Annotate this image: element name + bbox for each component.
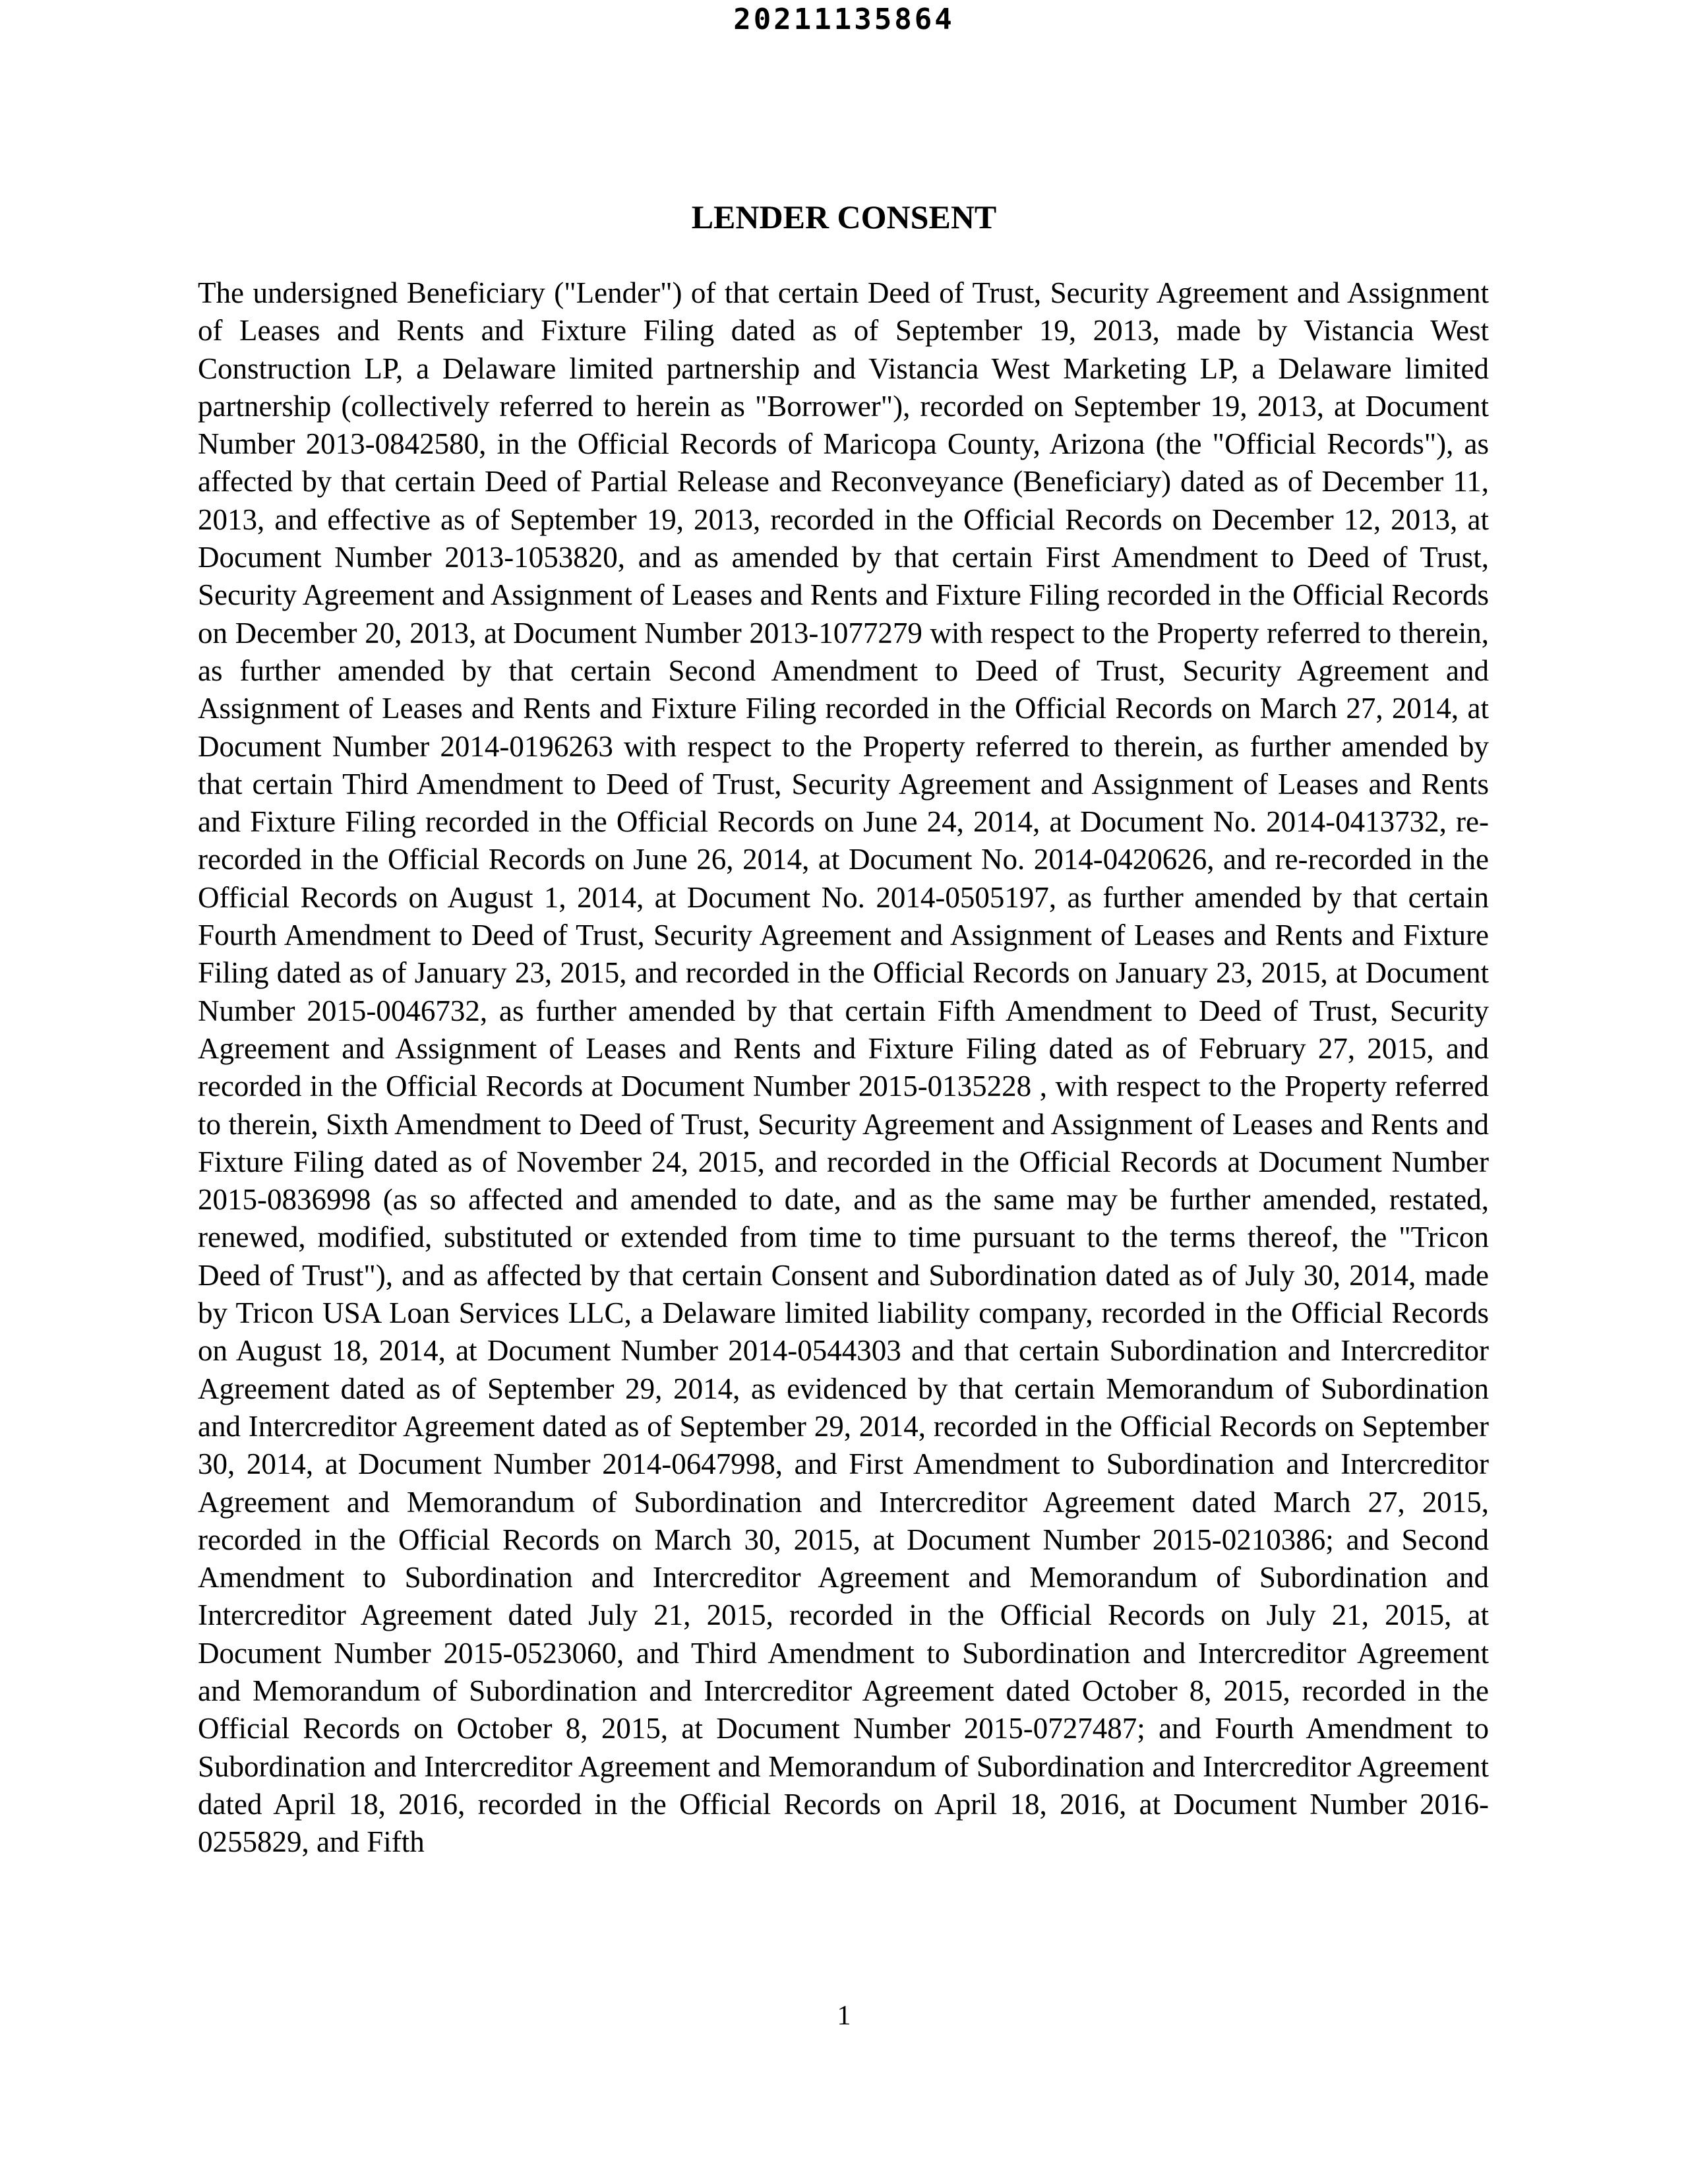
document-title: LENDER CONSENT — [691, 198, 997, 235]
consent-body-paragraph: The undersigned Beneficiary ("Lender") of that certain Deed of Trust, Security Agreement and Assignment of Leases and Rents and Fixture Filing dated as of September 19, 2013, made by Vistancia West Construction LP, a Delaware limited partnership and Vistancia West Marketing LP, a Delaware limited partnership (collectively referred to herein as "Borrower"), recorded on September 19, 2013, at Document Number 2013-0842580, in the Official Records of Maricopa County, Arizona (the "Official Records"), as affected by that certain Deed of Partial Release and Reconveyance (Beneficiary) dated as of December 11, 2013, and effective as of September 19, 2013, recorded in the Official Records on December 12, 2013, at Document Number 2013-1053820, and as amended by that certain First Amendment to Deed of Trust, Security Agreement and Assignment of Leases and Rents and Fixture Filing recorded in the Official Records on December 20, 2013, at Document Number 2013-1077279 with respect to the Property referred to therein, as further amended by that certain Second Amendment to Deed of Trust, Security Agreement and Assignment of Leases and Rents and Fixture Filing recorded in the Official Records on March 27, 2014, at Document Number 2014-0196263 with respect to the Property referred to therein, as further amended by that certain Third Amendment to Deed of Trust, Security Agreement and Assignment of Leases and Rents and Fixture Filing recorded in the Official Records on June 24, 2014, at Document No. 2014-0413732, re-recorded in the Official Records on June 26, 2014, at Document No. 2014-0420626, and re-recorded in the Official Records on August 1, 2014, at Document No. 2014-0505197, as further amended by that certain Fourth Amendment to Deed of Trust, Security Agreement and Assignment of Leases and Rents and Fixture Filing dated as of January 23, 2015, and recorded in the Official Records on January 23, 2015, at Document Number 2015-0046732, as further amended by that certain Fifth Amendment to Deed of Trust, Security Agreement and Assignment of Leases and Rents and Fixture Filing dated as of February 27, 2015, and recorded in the Official Records at Document Number 2015-0135228 , with respect to the Property referred to therein, Sixth Amendment to Deed of Trust, Security Agreement and Assignment of Leases and Rents and Fixture Filing dated as of November 24, 2015, and recorded in the Official Records at Document Number 2015-0836998 (as so affected and amended to date, and as the same may be further amended, restated, renewed, modified, substituted or extended from time to time pursuant to the terms thereof, the "Tricon Deed of Trust"), and as affected by that certain Consent and Subordination dated as of July 30, 2014, made by Tricon USA Loan Services LLC, a Delaware limited liability company, recorded in the Official Records on August 18, 2014, at Document Number 2014-0544303 and that certain Subordination and Intercreditor Agreement dated as of September 29, 2014, as evidenced by that certain Memorandum of Subordination and Intercreditor Agreement dated as of September 29, 2014, recorded in the Official Records on September 30, 2014, at Document Number 2014-0647998, and First Amendment to Subordination and Intercreditor Agreement and Memorandum of Subordination and Intercreditor Agreement dated March 27, 2015, recorded in the Official Records on March 30, 2015, at Document Number 2015-0210386; and Second Amendment to Subordination and Intercreditor Agreement and Memorandum of Subordination and Intercreditor Agreement dated July 21, 2015, recorded in the Official Records on July 21, 2015, at Document Number 2015-0523060, and Third Amendment to Subordination and Intercreditor Agreement and Memorandum of Subordination and Intercreditor Agreement dated October 8, 2015, recorded in the Official Records on October 8, 2015, at Document Number 2015-0727487; and Fourth Amendment to Subordination and Intercreditor Agreement and Memorandum of Subordination and Intercreditor Agreement dated April 18, 2016, recorded in the Official Records on April 18, 2016, at Document Number 2016-0255829, and Fifth — [198, 276, 1489, 1859]
page-number: 1 — [837, 2001, 851, 2031]
recording-number: 20211135864 — [733, 3, 955, 36]
